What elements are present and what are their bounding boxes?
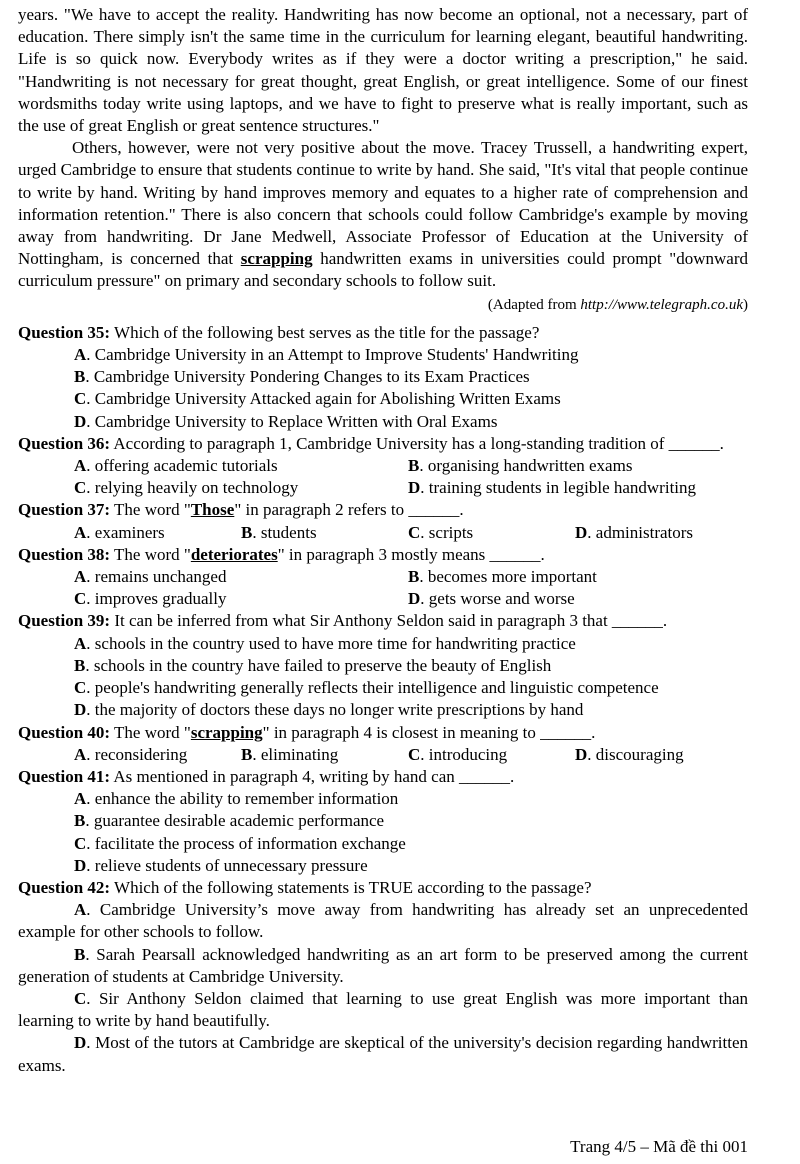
source-citation xyxy=(18,294,748,316)
option-a[interactable] xyxy=(74,455,408,477)
option-text: . Most of the tutors at Cambridge are skeptical of the university's decision regarding handwritten exams. xyxy=(18,1033,748,1075)
option-letter: A xyxy=(74,567,87,587)
option-text: . students xyxy=(252,522,317,542)
option-letter: C xyxy=(74,678,87,698)
option-c[interactable] xyxy=(74,477,408,499)
option-letter: D xyxy=(408,589,421,609)
keyword-scrapping: scrapping xyxy=(240,249,313,269)
option-letter: D xyxy=(74,411,87,431)
option-text: . improves gradually xyxy=(86,589,227,609)
option-text: . discouraging xyxy=(587,744,684,764)
option-d[interactable] xyxy=(408,588,742,610)
option-text: . enhance the ability to remember information xyxy=(86,789,399,809)
question-42-stem xyxy=(18,877,748,899)
option-text: . schools in the country used to have more time for handwriting practice xyxy=(86,633,576,653)
question-text-before: The word " xyxy=(110,722,191,742)
option-letter: D xyxy=(408,478,421,498)
option-letter: C xyxy=(408,744,421,764)
options-row xyxy=(18,566,748,588)
option-a[interactable] xyxy=(74,566,408,588)
option-text: . Sir Anthony Seldon claimed that learning to use great English was more important than learning to write by hand beautifully. xyxy=(18,988,748,1031)
question-text-before: The word " xyxy=(110,500,191,520)
question-36 xyxy=(18,433,748,500)
question-label: Question 42: xyxy=(18,877,111,897)
option-text: . Cambridge University to Replace Written with Oral Exams xyxy=(86,411,498,431)
passage-paragraph-4 xyxy=(18,137,748,292)
option-b[interactable] xyxy=(408,566,742,588)
option-text: . training students in legible handwriting xyxy=(420,478,697,498)
option-text: . administrators xyxy=(587,522,694,542)
question-text: According to paragraph 1, Cambridge University has a long-standing tradition of ______. xyxy=(110,433,724,453)
option-a[interactable] xyxy=(18,344,748,366)
question-label: Question 35: xyxy=(18,322,111,342)
option-c[interactable] xyxy=(408,522,575,544)
source-url: http://www.telegraph.co.uk xyxy=(580,296,743,313)
question-label: Question 38: xyxy=(18,544,111,564)
option-text: . facilitate the process of information exchange xyxy=(86,833,406,853)
option-letter: D xyxy=(74,855,87,875)
option-letter: A xyxy=(74,789,87,809)
page-footer: Trang 4/5 – Mã đề thi 001 xyxy=(570,1137,748,1156)
option-d[interactable] xyxy=(18,1032,748,1076)
option-letter: B xyxy=(241,744,253,764)
option-letter: B xyxy=(408,456,420,476)
option-a[interactable] xyxy=(74,744,241,766)
option-letter: A xyxy=(74,522,87,542)
option-b[interactable] xyxy=(408,455,742,477)
option-letter: C xyxy=(408,522,421,542)
option-letter: A xyxy=(74,345,87,365)
question-text: As mentioned in paragraph 4, writing by hand can ______. xyxy=(110,766,515,786)
question-text-after: " in paragraph 3 mostly means ______. xyxy=(277,544,545,564)
question-37 xyxy=(18,499,748,543)
option-text: . the majority of doctors these days no longer write prescriptions by hand xyxy=(86,700,584,720)
question-label: Question 39: xyxy=(18,611,111,631)
option-text: . organising handwritten exams xyxy=(419,456,633,476)
option-letter: D xyxy=(575,522,588,542)
option-letter: D xyxy=(74,700,87,720)
options-row xyxy=(18,744,748,766)
option-text: . Cambridge University Pondering Changes to its Exam Practices xyxy=(85,367,530,387)
question-36-stem xyxy=(18,433,748,455)
option-text: . gets worse and worse xyxy=(420,589,575,609)
question-text: Which of the following best serves as the title for the passage? xyxy=(110,322,540,342)
option-text: . relieve students of unnecessary pressure xyxy=(86,855,368,875)
question-35-stem xyxy=(18,322,748,344)
option-text: . reconsidering xyxy=(86,744,188,764)
options-row xyxy=(18,455,748,477)
question-text-before: The word " xyxy=(110,544,191,564)
paragraph-4-text-before: Others, however, were not very positive about the move. Tracey Trussell, a handwriting expert, urged Cambridge to ensure that students continue to write by hand. She said, "It's vital that people continue to write by hand. Writing by hand improves memory and equates to a higher rate of comprehension and information retention." There is also concern that schools could follow Cambridge's example by moving away from handwriting. Dr Jane Medwell, Associate Professor of Education at the University of Nottingham, is concerned that xyxy=(18,138,748,269)
option-d[interactable] xyxy=(18,411,748,433)
option-letter: B xyxy=(74,655,86,675)
option-b[interactable] xyxy=(18,944,748,988)
option-text: . introducing xyxy=(420,744,508,764)
question-label: Question 41: xyxy=(18,766,111,786)
option-a[interactable] xyxy=(74,522,241,544)
option-letter: C xyxy=(74,833,87,853)
option-letter: A xyxy=(74,744,87,764)
option-b[interactable] xyxy=(241,744,408,766)
source-prefix: (Adapted from xyxy=(487,296,581,313)
option-b[interactable] xyxy=(241,522,408,544)
option-text: . Cambridge University Attacked again for Abolishing Written Exams xyxy=(86,389,561,409)
question-38 xyxy=(18,544,748,611)
option-d[interactable] xyxy=(408,477,742,499)
option-letter: C xyxy=(74,988,87,1008)
question-39-stem xyxy=(18,610,748,632)
keyword-deteriorates: deteriorates xyxy=(190,544,278,564)
question-38-stem xyxy=(18,544,748,566)
option-c[interactable] xyxy=(18,677,748,699)
option-letter: C xyxy=(74,389,87,409)
keyword-those: Those xyxy=(190,500,235,520)
option-letter: B xyxy=(408,567,420,587)
option-c[interactable] xyxy=(18,833,748,855)
option-text: . guarantee desirable academic performance xyxy=(85,811,385,831)
option-letter: D xyxy=(74,1033,87,1053)
option-text: . schools in the country have failed to preserve the beauty of English xyxy=(85,655,552,675)
option-d[interactable] xyxy=(18,699,748,721)
option-text: . scripts xyxy=(420,522,474,542)
option-text: . offering academic tutorials xyxy=(86,456,278,476)
option-a[interactable] xyxy=(18,633,748,655)
options-row xyxy=(18,522,748,544)
options-row xyxy=(18,477,748,499)
option-text: . remains unchanged xyxy=(86,567,227,587)
question-39 xyxy=(18,610,748,721)
option-a[interactable] xyxy=(18,788,748,810)
option-text: . people's handwriting generally reflects their intelligence and linguistic competence xyxy=(86,678,659,698)
option-b[interactable] xyxy=(18,810,748,832)
option-b[interactable] xyxy=(18,655,748,677)
option-d[interactable] xyxy=(18,855,748,877)
option-letter: B xyxy=(241,522,253,542)
option-text: . Cambridge University’s move away from handwriting has already set an unprecedented example for other schools to follow. xyxy=(18,900,748,942)
keyword-scrapping: scrapping xyxy=(190,722,263,742)
question-text-after: " in paragraph 4 is closest in meaning to ______. xyxy=(262,722,596,742)
question-42 xyxy=(18,877,748,1077)
question-41-stem xyxy=(18,766,748,788)
option-d[interactable] xyxy=(575,522,742,544)
option-letter: C xyxy=(74,478,87,498)
option-c[interactable] xyxy=(408,744,575,766)
question-label: Question 40: xyxy=(18,722,111,742)
option-letter: B xyxy=(74,367,86,387)
option-text: . eliminating xyxy=(252,744,339,764)
passage-paragraph-3-end: years. "We have to accept the reality. Handwriting has now become an optional, not a necessary, part of education. There simply isn't the same time in the curriculum for learning elegant, beautiful handwriting. Life is so quick now. Everybody writes as if they were a doctor writing a prescription," he said. "Handwriting is not necessary for great thought, great English, or great intelligence. Some of our finest wordsmiths today write using laptops, and we have to fight to preserve what is really important, such as the use of great English or great sentence structures." xyxy=(18,5,748,136)
option-letter: B xyxy=(74,811,86,831)
option-letter: B xyxy=(74,944,86,964)
option-c[interactable] xyxy=(18,388,748,410)
question-35 xyxy=(18,322,748,433)
question-text: It can be inferred from what Sir Anthony Seldon said in paragraph 3 that ______. xyxy=(110,611,668,631)
question-label: Question 37: xyxy=(18,500,111,520)
option-letter: A xyxy=(74,456,87,476)
option-text: . examiners xyxy=(86,522,165,542)
question-40 xyxy=(18,722,748,766)
question-37-stem xyxy=(18,499,748,521)
question-41 xyxy=(18,766,748,877)
option-letter: A xyxy=(74,900,87,920)
option-letter: D xyxy=(575,744,588,764)
question-text-after: " in paragraph 2 refers to ______. xyxy=(234,500,464,520)
option-text: . relying heavily on technology xyxy=(86,478,299,498)
options-row xyxy=(18,588,748,610)
option-a[interactable] xyxy=(18,899,748,943)
option-c[interactable] xyxy=(18,988,748,1032)
option-letter: A xyxy=(74,633,87,653)
question-40-stem xyxy=(18,722,748,744)
option-text: . becomes more important xyxy=(419,567,597,587)
option-d[interactable] xyxy=(575,744,742,766)
option-letter: C xyxy=(74,589,87,609)
option-c[interactable] xyxy=(74,588,408,610)
option-text: . Cambridge University in an Attempt to Improve Students' Handwriting xyxy=(86,345,579,365)
source-suffix: ) xyxy=(743,296,748,313)
option-b[interactable] xyxy=(18,366,748,388)
paragraph-4-text-after: handwritten exams in universities could prompt "downward curriculum pressure" on primary and secondary schools to follow suit. xyxy=(18,249,748,291)
option-text: . Sarah Pearsall acknowledged handwriting as an art form to be preserved among the current generation of students at Cambridge University. xyxy=(18,944,748,986)
question-label: Question 36: xyxy=(18,433,111,453)
question-text: Which of the following statements is TRUE according to the passage? xyxy=(110,877,592,897)
